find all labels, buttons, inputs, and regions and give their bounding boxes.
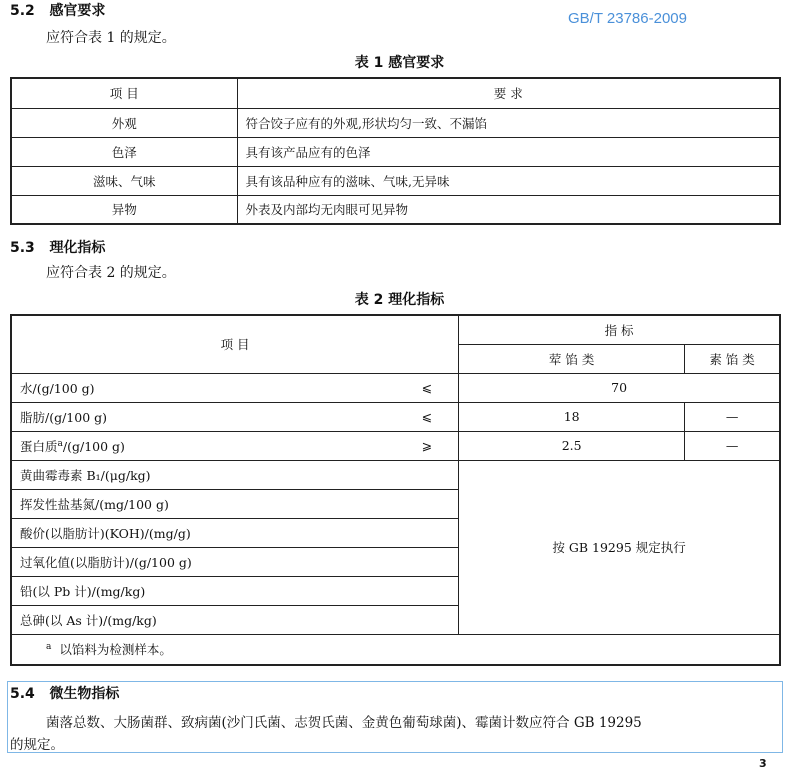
table1-header-req: 要 求 xyxy=(237,78,780,108)
table2-item: 铅(以 Pb 计)/(mg/kg) xyxy=(11,576,459,605)
section-5-3-text: 应符合表 2 的规定。 xyxy=(46,265,176,281)
table1-header-row xyxy=(11,78,780,108)
table2-sym: ⩽ xyxy=(399,402,459,431)
standard-number: GB/T 23786-2009 xyxy=(568,10,687,27)
table2-merged-value: 按 GB 19295 规定执行 xyxy=(459,460,780,634)
page-number: 3 xyxy=(759,757,767,770)
table2-value: 70 xyxy=(459,373,780,402)
table2-header-meat: 荤 馅 类 xyxy=(459,344,685,373)
table-row xyxy=(11,431,780,460)
table2-sym: ⩾ xyxy=(399,431,459,460)
section-5-4-text-line2: 的规定。 xyxy=(10,737,64,753)
table2-value-veg: — xyxy=(685,402,780,431)
section-5-2-text: 应符合表 1 的规定。 xyxy=(46,30,176,46)
table2-item: 酸价(以脂肪计)(KOH)/(mg/g) xyxy=(11,518,459,547)
table2-value-meat: 18 xyxy=(459,402,685,431)
table2-caption: 表 2 理化指标 xyxy=(354,292,445,308)
table2-header-row-1 xyxy=(11,315,780,344)
table2 xyxy=(10,314,781,666)
table1-req: 外表及内部均无肉眼可见异物 xyxy=(237,195,780,224)
table-row xyxy=(11,373,780,402)
table-row xyxy=(11,460,780,489)
table1-req: 具有该产品应有的色泽 xyxy=(237,137,780,166)
table-row xyxy=(11,137,780,166)
table2-sym: ⩽ xyxy=(399,373,459,402)
table2-item: 挥发性盐基氮/(mg/100 g) xyxy=(11,489,459,518)
table1-item: 色泽 xyxy=(11,137,237,166)
section-5-4-text-line1: 菌落总数、大肠菌群、致病菌(沙门氏菌、志贺氏菌、金黄色葡萄球菌)、霉菌计数应符合 GB 19295 xyxy=(46,715,642,731)
table2-item: 过氧化值(以脂肪计)/(g/100 g) xyxy=(11,547,459,576)
table2-value-meat: 2.5 xyxy=(459,431,685,460)
table1-item: 异物 xyxy=(11,195,237,224)
table2-item: 黄曲霉毒素 B₁/(μg/kg) xyxy=(11,460,459,489)
table2-item: 脂肪/(g/100 g) xyxy=(11,402,399,431)
table1-item: 滋味、气味 xyxy=(11,166,237,195)
table2-item: 蛋白质$^a$/(g/100 g) xyxy=(11,431,399,460)
table-row xyxy=(11,195,780,224)
section-5-2-heading: 5.2 感官要求 xyxy=(10,3,106,19)
table2-header-item: 项 目 xyxy=(11,315,459,373)
table1-caption: 表 1 感官要求 xyxy=(354,55,445,71)
section-5-3-heading: 5.3 理化指标 xyxy=(10,240,106,256)
table2-footnote-row xyxy=(11,634,780,665)
table1-item: 外观 xyxy=(11,108,237,137)
table-row xyxy=(11,402,780,431)
table2-item: 水/(g/100 g) xyxy=(11,373,399,402)
table2-footnote: $^a$ 以馅料为检测样本。 xyxy=(11,634,780,665)
section-5-4-heading: 5.4 微生物指标 xyxy=(10,686,120,702)
table-row xyxy=(11,108,780,137)
table1-header-item: 项 目 xyxy=(11,78,237,108)
table2-header-index: 指 标 xyxy=(459,315,780,344)
table2-value-veg: — xyxy=(685,431,780,460)
table-row xyxy=(11,166,780,195)
table1-req: 符合饺子应有的外观,形状均匀一致、不漏馅 xyxy=(237,108,780,137)
table1 xyxy=(10,77,781,225)
table2-item: 总砷(以 As 计)/(mg/kg) xyxy=(11,605,459,634)
table1-req: 具有该品种应有的滋味、气味,无异味 xyxy=(237,166,780,195)
table2-header-veg: 素 馅 类 xyxy=(685,344,780,373)
